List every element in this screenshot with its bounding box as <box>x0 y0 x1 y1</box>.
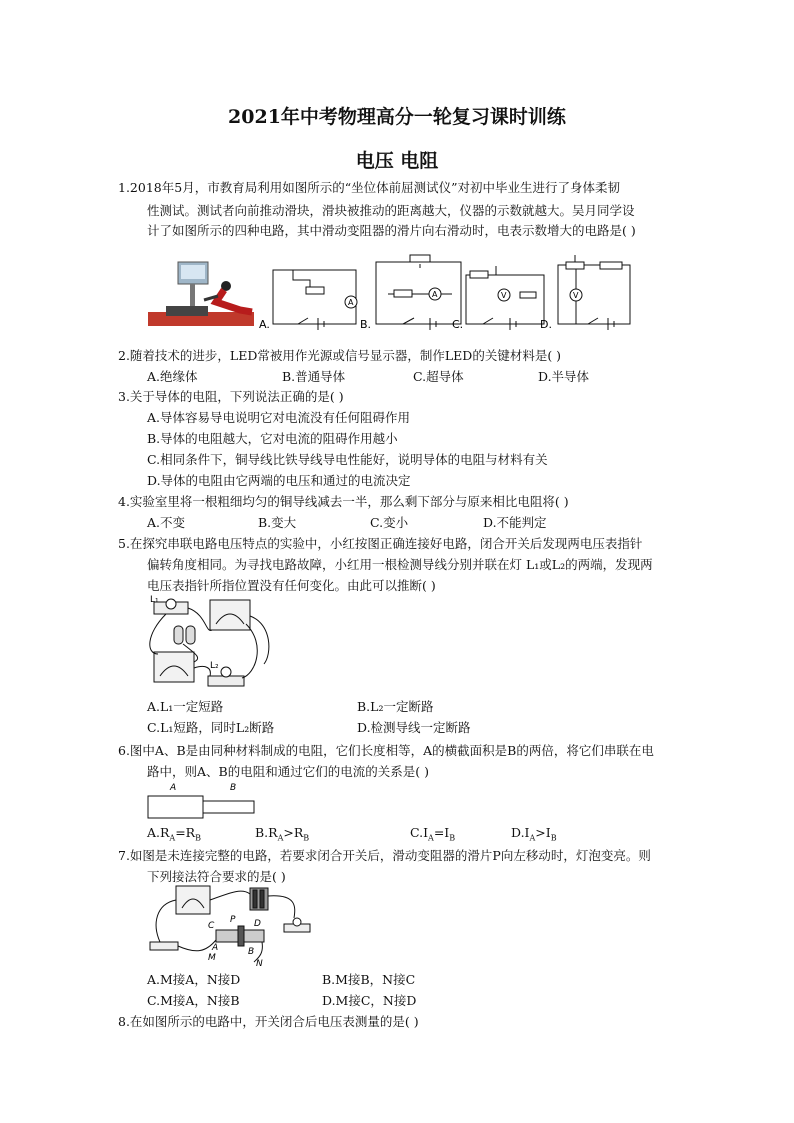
wire-m-label: M <box>208 953 216 963</box>
question-4-option-a[interactable]: A.不变 <box>147 515 186 530</box>
question-5-circuit-figure <box>146 594 276 694</box>
question-5-line-2: 偏转角度相同。为寻找电路故障，小红用一根检测导线分别并联在灯 L₁或L₂的两端，发现两 <box>147 557 653 572</box>
question-5-line-1: 5.在探究串联电路电压特点的实验中，小红按图正确连接好电路，闭合开关后发现两电压表指针 <box>118 536 643 551</box>
lamp-l1-label: L₁ <box>150 595 159 605</box>
question-6-option-b[interactable]: $B.R_A>R_B$ <box>255 825 310 843</box>
question-3-option-d[interactable]: D.导体的电阻由它两端的电压和通过的电流决定 <box>147 473 411 488</box>
question-2-option-c[interactable]: C.超导体 <box>413 369 464 384</box>
question-3-stem: 3.关于导体的电阻，下列说法正确的是( ) <box>118 389 344 404</box>
circuit-b <box>376 255 464 331</box>
question-8-stem: 8.在如图所示的电路中，开关闭合后电压表测量的是( ) <box>118 1014 419 1029</box>
terminal-c-label: C <box>208 921 215 931</box>
terminal-d-label: D <box>254 919 261 929</box>
wire-n-label: N <box>256 959 263 969</box>
question-1-figures <box>148 250 638 335</box>
question-7-option-d[interactable]: D.M接C，N接D <box>322 993 417 1008</box>
question-2-option-d[interactable]: D.半导体 <box>538 369 590 384</box>
question-2-stem: 2.随着技术的进步，LED常被用作光源或信号显示器，制作LED的关键材料是( ) <box>118 348 562 363</box>
question-5-option-d[interactable]: D.检测导线一定断路 <box>357 720 471 735</box>
circuit-b-meter-label: A <box>432 290 438 299</box>
flexibility-tester-photo <box>148 262 254 326</box>
question-4-option-c[interactable]: C.变小 <box>370 515 409 530</box>
question-1-line-3: 计了如图所示的四种电路，其中滑动变阻器的滑片向右滑动时，电表示数增大的电路是( ) <box>147 223 636 238</box>
question-7-line-2: 下列接法符合要求的是( ) <box>147 869 286 884</box>
lamp-l2-label: L₂ <box>210 661 219 671</box>
resistor-a-label: A <box>170 783 177 793</box>
question-7-line-1: 7.如图是未连接完整的电路，若要求闭合开关后，滑动变阻器的滑片P向左移动时，灯泡变亮。则 <box>118 848 651 863</box>
question-6-option-c[interactable]: $C.I_A=I_B$ <box>410 825 456 843</box>
question-6-resistor-figure <box>146 778 261 822</box>
circuit-a-label: A. <box>259 318 270 331</box>
question-6-line-1: 6.图中A、B是由同种材料制成的电阻，它们长度相等，A的横截面积是B的两倍，将它们串联在电 <box>118 743 654 758</box>
question-3-option-b[interactable]: B.导体的电阻越大，它对电流的阻碍作用越小 <box>147 431 398 446</box>
question-4-option-b[interactable]: B.变大 <box>258 515 297 530</box>
question-7-circuit-figure <box>146 884 326 970</box>
question-5-option-a[interactable]: A.L₁一定短路 <box>147 699 224 714</box>
question-5-option-b[interactable]: B.L₂一定断路 <box>357 699 434 714</box>
question-2-option-b[interactable]: B.普通导体 <box>282 369 346 384</box>
question-4-stem: 4.实验室里将一根粗细均匀的铜导线减去一半，那么剩下部分与原来相比电阻将( ) <box>118 494 569 509</box>
question-5-line-3: 电压表指针所指位置没有任何变化。由此可以推断( ) <box>147 578 436 593</box>
terminal-a-label: A <box>212 943 219 953</box>
question-1-line-2: 性测试。测试者向前推动滑块，滑块被推动的距离越大，仪器的示数就越大。吴月同学设 <box>147 203 635 218</box>
question-1-line-1: 1.2018年5月，市教育局利用如图所示的“坐位体前屈测试仪”对初中毕业生进行了身体柔韧 <box>118 180 620 195</box>
question-7-option-b[interactable]: B.M接B，N接C <box>322 972 416 987</box>
circuit-d <box>558 255 630 330</box>
question-2-option-a[interactable]: A.绝缘体 <box>147 369 198 384</box>
slider-p-label: P <box>230 915 236 925</box>
circuit-d-label: D. <box>540 318 552 331</box>
question-7-option-a[interactable]: A.M接A，N接D <box>147 972 241 987</box>
circuit-b-label: B. <box>360 318 372 331</box>
question-3-option-c[interactable]: C.相同条件下，铜导线比铁导线导电性能好，说明导体的电阻与材料有关 <box>147 452 548 467</box>
question-6-option-d[interactable]: $D.I_A>I_B$ <box>511 825 557 843</box>
question-6-option-a[interactable]: $A.R_A=R_B$ <box>147 825 201 843</box>
question-5-option-c[interactable]: C.L₁短路，同时L₂断路 <box>147 720 275 735</box>
question-6-line-2: 路中，则A、B的电阻和通过它们的电流的关系是( ) <box>147 764 429 779</box>
circuit-a-meter-label: A <box>348 298 354 307</box>
document-subtitle: 电压 电阻 <box>355 150 439 172</box>
circuit-a <box>273 270 357 330</box>
resistor-b-label: B <box>230 783 237 793</box>
document-title: 2021年中考物理高分一轮复习课时训练 <box>228 106 566 128</box>
question-4-option-d[interactable]: D.不能判定 <box>483 515 547 530</box>
circuit-d-meter-label: V <box>573 291 579 300</box>
circuit-c-meter-label: V <box>501 291 507 300</box>
question-7-option-c[interactable]: C.M接A，N接B <box>147 993 240 1008</box>
terminal-b-label: B <box>248 947 255 957</box>
circuit-c-label: C. <box>452 318 464 331</box>
question-3-option-a[interactable]: A.导体容易导电说明它对电流没有任何阻碍作用 <box>147 410 411 425</box>
